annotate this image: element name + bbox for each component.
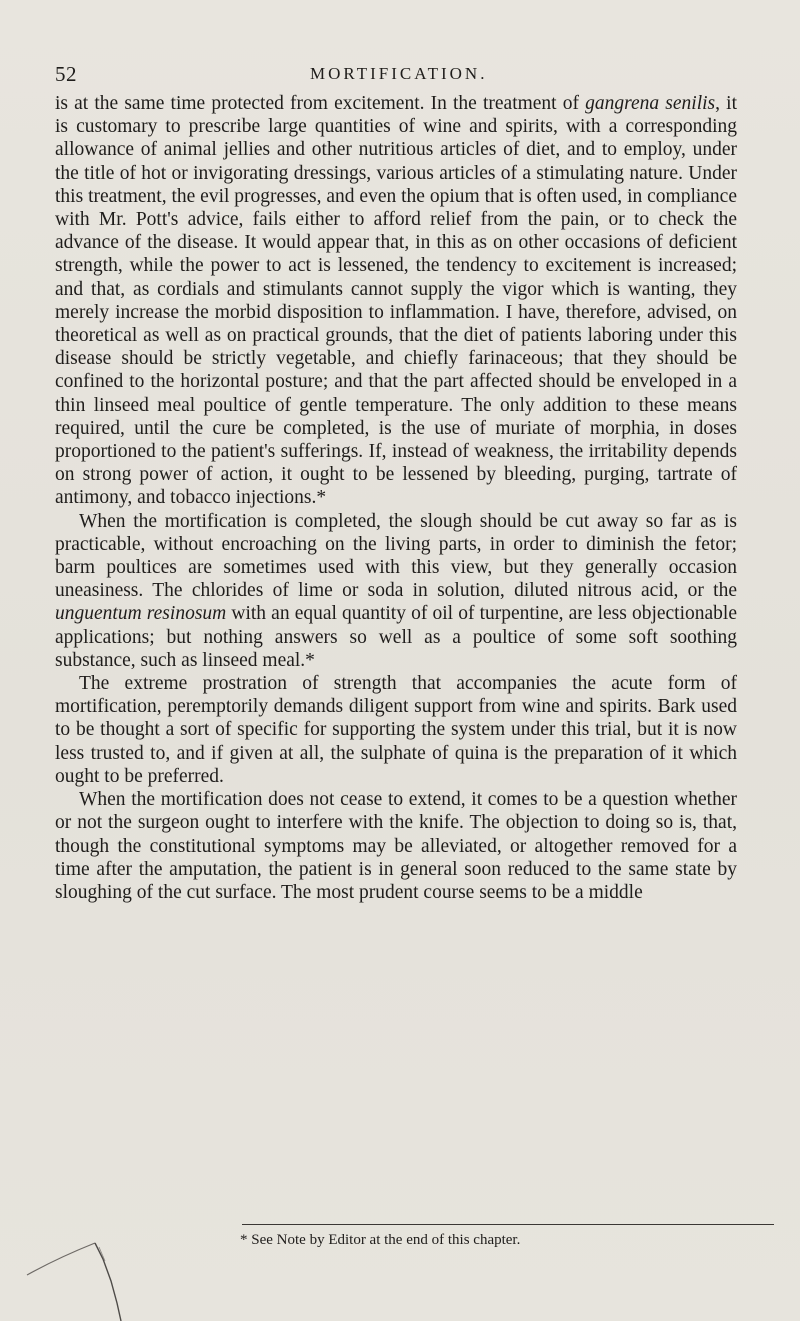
paragraph — [55, 510, 737, 672]
running-title: MORTIFICATION. — [310, 64, 488, 83]
page-header — [55, 62, 745, 88]
text-run: , it is customary to prescribe large quantities of wine and spirits, with a corresponding allowance of animal jellies and other nutritious articles of diet, and to employ, under the title of hot or invigorating dressings, various articles of a stimulating nature. Under this treatment, the evil progresses, and even the opium that is often used, in compliance with Mr. Pott's advice, fails either to afford relief from the pain, or to check the advance of the disease. It would appear that, in this as on other occasions of deficient strength, while the power to act is lessened, the tendency to excitement is increased; and that, as cordials and stimulants cannot supply the vigor which is wanting, they merely increase the morbid disposition to inflammation. I have, therefore, advised, on theoretical as well as on practical grounds, that the diet of patients laboring under this disease should be strictly vegetable, and chiefly farinaceous; that they should be confined to the horizontal posture; and that the part affected should be enveloped in a thin linseed meal poultice of gentle temperature. The only addition to these means required, until the cure be completed, is the use of muriate of morphia, in doses proportioned to the patient's sufferings. If, instead of weakness, the irritability depends on strong power of action, it ought to be lessened by bleeding, purging, tartrate of antimony, and tobacco injections.* — [55, 93, 737, 509]
text-run: is at the same time protected from excitement. In the treatment of — [55, 93, 586, 114]
page-number: 52 — [55, 62, 77, 86]
text-run: When the mortification is completed, the slough should be cut away so far as is practicable, without encroaching on the living parts, in order to diminish the fetor; barm poultices are sometimes used with this view, but they generally occasion uneasiness. The chlorides of lime or soda in solution, diluted nitrous acid, or the — [55, 510, 737, 602]
italic-term: gangrena senilis — [585, 93, 716, 114]
paragraph — [55, 672, 737, 788]
text-run: When the mortification does not cease to extend, it comes to be a question whether or not the surgeon ought to interfere with the knife. The objection to doing so is, that, though the constitutional symptoms may be alleviated, or altogether removed for a time after the amputation, the patient is in general soon reduced to the same state by sloughing of the cut surface. The most prudent course seems to be a middle — [55, 789, 737, 903]
footnote-rule — [242, 1224, 774, 1225]
paragraph — [55, 92, 737, 510]
footnote: * See Note by Editor at the end of this chapter. — [240, 1232, 521, 1248]
text-run: The extreme prostration of strength that accompanies the acute form of mortification, peremptorily demands diligent support from wine and spirits. Bark used to be thought a sort of specific for supporting the system under this trial, but it is now less trusted to, and if given at all, the sulphate of quina is the preparation of it which ought to be preferred. — [55, 673, 737, 787]
pencil-mark — [25, 1225, 135, 1321]
body-text — [55, 92, 737, 904]
italic-term: unguentum resinosum — [55, 603, 227, 625]
paragraph — [55, 788, 737, 904]
text-run: with an equal quantity of oil of turpentine, are less objectionable applications; but nothing answers so well as a poultice of some soft soothing substance, such as linseed meal.* — [55, 603, 737, 671]
